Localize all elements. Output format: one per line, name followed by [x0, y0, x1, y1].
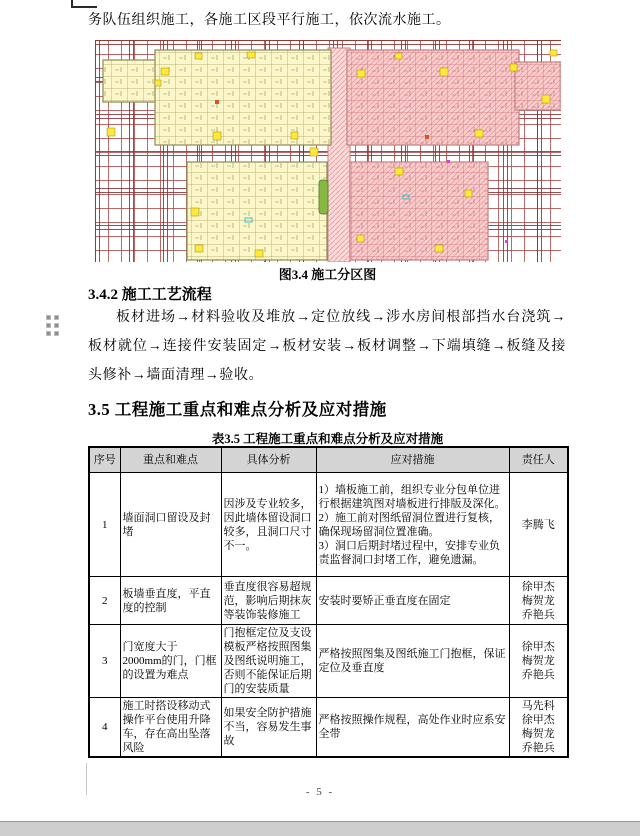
responsible-cell — [509, 625, 568, 698]
responsible-name: 徐甲杰 — [521, 714, 555, 726]
zone2-lower-building — [350, 162, 488, 260]
header-measures: 应对措施 — [316, 447, 509, 473]
zoning-map-drawing — [95, 40, 561, 262]
analysis-cell: 因涉及专业较多，因此墙体留设洞口较多，且洞口尺寸不一。 — [221, 473, 316, 577]
responsible-name: 乔艳兵 — [521, 669, 555, 681]
responsible-name: 李腾飞 — [521, 518, 555, 531]
difficulty-cell: 墙面洞口留设及封堵 — [120, 473, 221, 577]
measures-cell — [316, 625, 509, 698]
window-bottom-edge — [0, 821, 640, 836]
header-analysis: 具体分析 — [221, 447, 316, 473]
responsible-name: 梅贺龙 — [521, 728, 555, 740]
marker-dot — [46, 315, 51, 320]
marker-dot — [54, 315, 59, 320]
measures-cell — [316, 698, 509, 758]
text-boundary-mark — [71, 6, 97, 8]
responsible-name: 乔艳兵 — [521, 742, 555, 754]
measure-item: 2）施工前对图纸留洞位置进行复核，确保现场留洞位置准确。 — [318, 511, 500, 538]
process-flow-paragraph: 板材进场→材料验收及堆放→定位放线→涉水房间根部挡水台浇筑→板材就位→连接件安装固定→板材安装→板材调整→下端填缝→板缝及接头修补→墙面清理→验收。 — [88, 310, 566, 383]
measure-item: 1）墙板施工前，组织专业分包单位进行根据建筑图对墙板进行排版及深化。 — [318, 483, 506, 510]
difficulty-analysis-table — [88, 446, 569, 758]
table-row — [89, 698, 568, 758]
header-no: 序号 — [89, 447, 120, 473]
header-difficulty: 重点和难点 — [120, 447, 221, 473]
marker-dot — [54, 323, 59, 328]
marker-dot — [46, 331, 51, 336]
table-header-row — [89, 447, 568, 473]
table-row — [89, 577, 568, 625]
analysis-cell: 门抱框定位及支设模板严格按照图集及图纸说明施工，否则不能保证后期门的安装质量 — [221, 625, 316, 698]
margin-selection-marker — [46, 315, 59, 336]
measure-item: 严格按照图集及图纸施工门抱框，保证定位及垂直度 — [318, 648, 506, 674]
difficulty-cell: 板墙垂直度，平直度的控制 — [120, 577, 221, 625]
row-number-cell: 4 — [89, 698, 120, 758]
responsible-cell — [509, 698, 568, 758]
row-number-cell: 3 — [89, 625, 120, 698]
difficulty-cell: 施工时搭设移动式操作平台使用升降车，存在高出坠落风险 — [120, 698, 221, 758]
table-row — [89, 625, 568, 698]
figure-caption: 图3.4 施工分区图 — [278, 267, 377, 282]
responsible-name: 徐甲杰 — [521, 580, 555, 593]
header-responsible: 责任人 — [509, 447, 568, 473]
responsible-name: 徐甲杰 — [521, 641, 555, 653]
analysis-cell: 垂直度很容易超规范，影响后期抹灰等装饰装修施工 — [221, 577, 316, 625]
measure-item: 3）洞口后期封堵过程中，安排专业负责监督洞口封堵工作，避免遗漏。 — [318, 539, 500, 566]
figure-3-4-construction-zoning-map — [95, 40, 561, 262]
page-number: - 5 - — [305, 786, 335, 798]
analysis-cell: 如果安全防护措施不当，容易发生事故 — [221, 698, 316, 758]
measure-item: 严格按照操作规程，高处作业时应系安全带 — [318, 714, 506, 740]
responsible-name: 乔艳兵 — [521, 608, 555, 621]
zone1-lower-building — [187, 162, 327, 260]
table-row — [89, 473, 568, 577]
section-heading-3-5: 3.5 工程施工重点和难点分析及应对措施 — [88, 400, 387, 419]
row-number-cell: 1 — [89, 473, 120, 577]
responsible-name: 梅贺龙 — [521, 655, 555, 667]
responsible-cell — [509, 577, 568, 625]
section-heading-3-4-2: 3.4.2 施工工艺流程 — [88, 287, 212, 303]
responsible-name: 梅贺龙 — [521, 594, 555, 607]
measures-cell — [316, 577, 509, 625]
difficulty-cell: 门宽度大于 2000mm的门，门框的设置为难点 — [120, 625, 221, 698]
intro-paragraph: 务队伍组织施工，各施工区段平行施工，依次流水施工。 — [88, 13, 451, 28]
row-number-cell: 2 — [89, 577, 120, 625]
marker-dot — [46, 323, 51, 328]
marker-dot — [54, 331, 59, 336]
measure-item: 安装时要矫正垂直度在固定 — [318, 594, 451, 607]
measures-cell — [316, 473, 509, 577]
responsible-cell — [509, 473, 568, 577]
table-title: 表3.5 工程施工重点和难点分析及应对措施 — [211, 432, 444, 446]
responsible-name: 马先科 — [521, 700, 555, 712]
